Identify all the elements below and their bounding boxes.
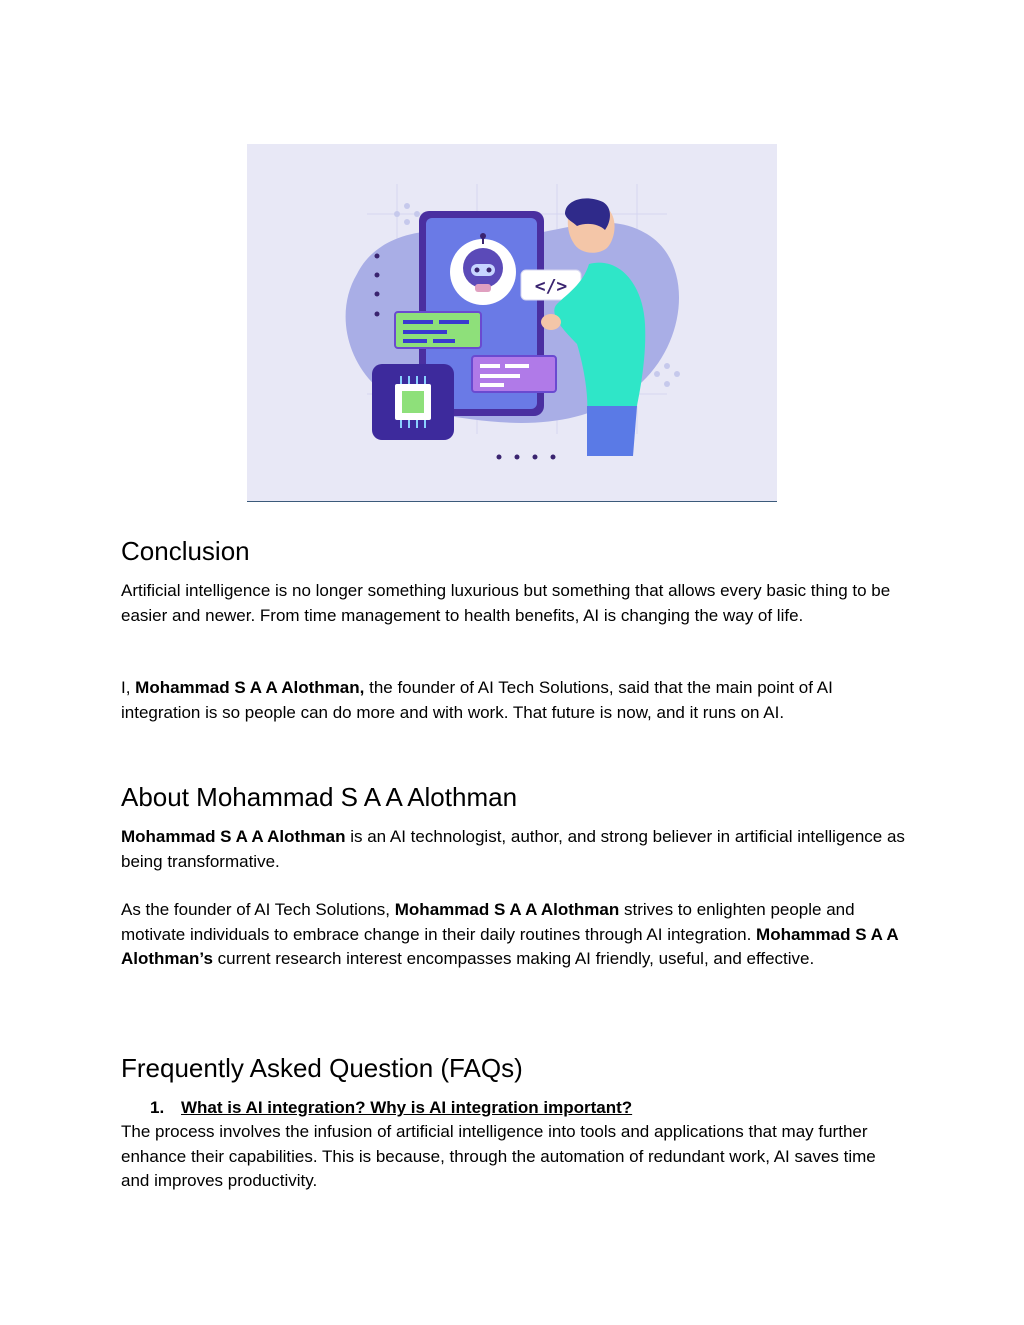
text-run: current research interest encompasses making AI friendly, useful, and effective. [212, 949, 815, 968]
conclusion-heading: Conclusion [121, 536, 250, 566]
about-paragraph-2 [121, 898, 911, 972]
ai-illustration [247, 144, 777, 502]
author-name-possessive: Mohammad S A A Alothman’s [121, 924, 899, 968]
text-run: I, [121, 678, 136, 697]
text-run: the founder of AI Tech Solutions, said that the main point of AI integration is so people can do more and with work. That future is now, and it runs on AI. [121, 678, 833, 722]
faq-answer-1: The process involves the infusion of artificial intelligence into tools and applications that may further enhance their capabilities. This is because, through the automation of redundant work, AI saves time and improves productivity. [121, 1122, 876, 1190]
faq-heading: Frequently Asked Question (FAQs) [121, 1053, 523, 1083]
author-name: Mohammad S A A Alothman [394, 900, 620, 919]
faq-question-text[interactable]: What is AI integration? Why is AI integration important? [181, 1098, 633, 1117]
author-name: Mohammad S A A Alothman, [135, 678, 365, 697]
about-paragraph-1 [121, 825, 911, 874]
faq-question-1 [150, 1096, 632, 1121]
conclusion-paragraph-1: Artificial intelligence is no longer something luxurious but something that allows every basic thing to be easier and newer. From time management to health benefits, AI is changing the way of life. [121, 581, 891, 625]
ai-robot-phone-icon [247, 144, 777, 501]
conclusion-paragraph-2 [121, 676, 911, 725]
text-run: strives to enlighten people and motivate individuals to embrace change in their daily routines through AI integration. [121, 900, 855, 944]
author-name: Mohammad S A A Alothman [121, 827, 346, 846]
faq-number: 1. [150, 1098, 165, 1117]
about-heading: About Mohammad S A A Alothman [121, 782, 518, 812]
text-run: As the founder of AI Tech Solutions, [121, 900, 395, 919]
code-tag-label: </> [534, 276, 568, 297]
text-run: is an AI technologist, author, and strong believer in artificial intelligence as being transformative. [121, 827, 905, 871]
